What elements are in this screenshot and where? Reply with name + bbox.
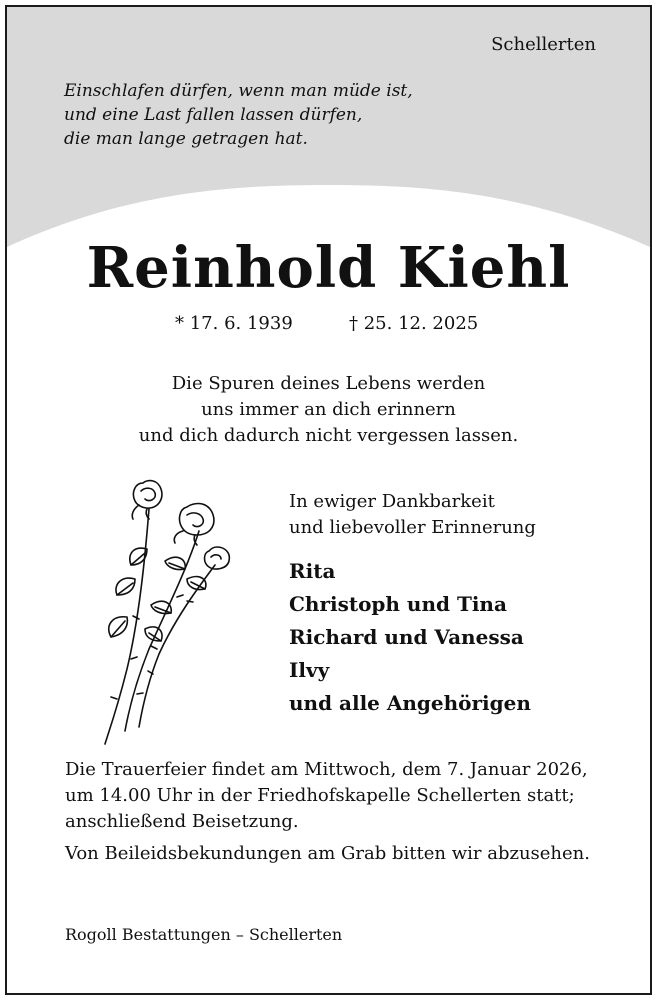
service-info — [65, 757, 605, 873]
obituary-frame — [5, 5, 652, 995]
service-paragraph: Von Beileidsbekundungen am Grab bitten wir abzusehen. — [65, 843, 590, 864]
mourner-name: Richard und Vanessa — [289, 625, 524, 649]
death-date: † 25. 12. 2025 — [349, 313, 479, 334]
verse-line: uns immer an dich erinnern — [201, 399, 456, 420]
dedication-line: In ewiger Dankbarkeit — [289, 491, 495, 512]
mourner-name: Rita — [289, 559, 336, 583]
roses-illustration — [87, 469, 247, 749]
undertaker: Rogoll Bestattungen – Schellerten — [65, 925, 343, 944]
verse — [7, 371, 650, 449]
mourners-list — [289, 555, 531, 720]
quote-line: Einschlafen dürfen, wenn man müde ist, — [64, 81, 413, 101]
deceased-name: Reinhold Kiehl — [86, 235, 571, 301]
place-name: Schellerten — [491, 34, 596, 55]
quote-line: die man lange getragen hat. — [64, 129, 308, 149]
dedication — [289, 489, 536, 541]
mourner-name: und alle Angehörigen — [289, 691, 531, 715]
verse-line: und dich dadurch nicht vergessen lassen. — [138, 425, 519, 446]
mourner-name: Christoph und Tina — [289, 592, 507, 616]
dedication-line: und liebevoller Erinnerung — [289, 517, 536, 538]
mourner-name: Ilvy — [289, 658, 330, 682]
service-paragraph: Die Trauerfeier findet am Mittwoch, dem 7. Januar 2026, um 14.00 Uhr in der Friedhofskapelle Schellerten statt; anschließend Beisetzung. — [65, 759, 588, 832]
verse-line: Die Spuren deines Lebens werden — [171, 373, 486, 394]
birth-date: * 17. 6. 1939 — [175, 313, 293, 334]
quote-line: und eine Last fallen lassen dürfen, — [64, 105, 363, 125]
quote — [64, 79, 413, 151]
